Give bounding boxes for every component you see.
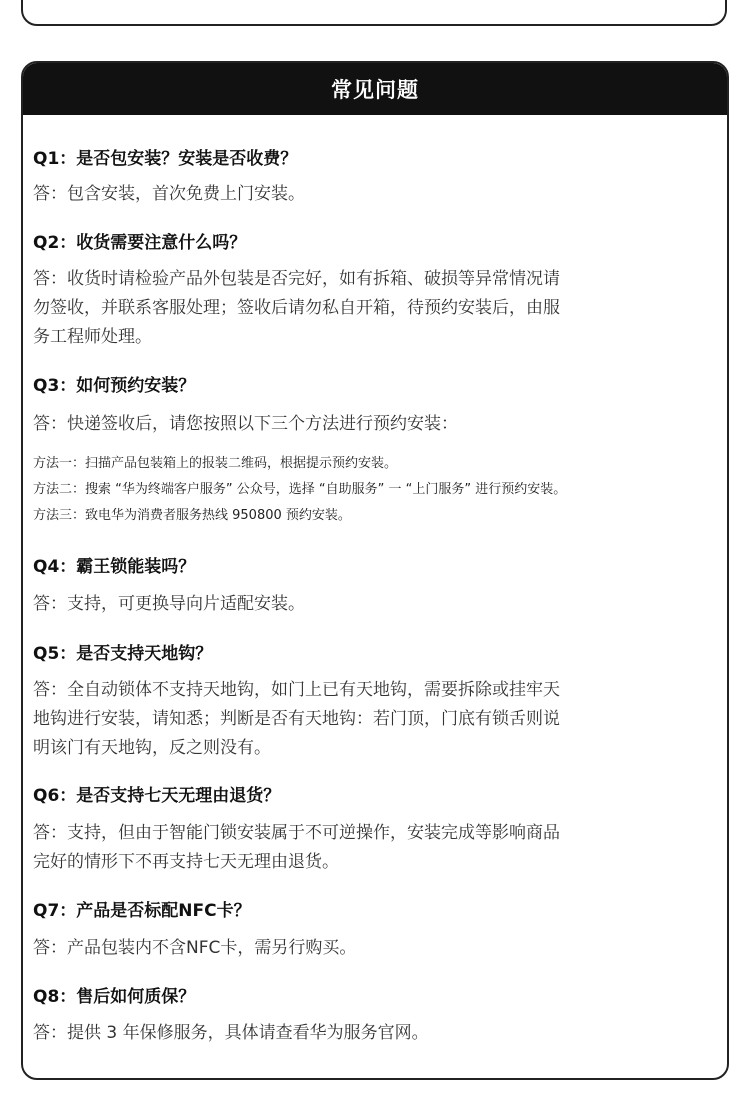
method-2: 方法二：搜索 “华为终端客户服务” 公众号，选择 “自助服务” 一 “上门服务” 进行预约安装。: [33, 482, 567, 497]
faq-item-3: [33, 375, 734, 397]
answer-4: [33, 590, 734, 619]
answer-6-line-2: 完好的情形下不再支持七天无理由退货。: [33, 852, 339, 872]
answer-2-line-3: 务工程师处理。: [33, 327, 152, 347]
faq-item-5: [33, 643, 734, 665]
previous-card-bottom: [21, 0, 727, 26]
question-8: Q8：售后如何质保？: [33, 987, 196, 1007]
answer-6: [33, 819, 734, 877]
faq-item-6: [33, 785, 734, 807]
answer-2: [33, 265, 734, 352]
method-3: 方法三：致电华为消费者服务热线 950800 预约安装。: [33, 508, 351, 523]
answer-2-line-2: 勿签收，并联系客服处理；签收后请勿私自开箱，待预约安装后，由服: [33, 298, 560, 318]
faq-item-7: [33, 900, 734, 922]
question-2: Q2：收货需要注意什么吗？: [33, 233, 247, 253]
faq-title: 常见问题: [331, 78, 419, 102]
faq-header: [23, 63, 727, 115]
answer-5-line-1: 答：全自动锁体不支持天地钩，如门上已有天地钩，需要拆除或挂牢天: [33, 680, 560, 700]
faq-item-8: [33, 986, 734, 1008]
answer-1: [33, 180, 734, 209]
faq-item-4: [33, 556, 734, 578]
answer-3: [33, 410, 734, 439]
question-6: Q6：是否支持七天无理由退货？: [33, 786, 281, 806]
answer-1-line-1: 答：包含安装，首次免费上门安装。: [33, 184, 305, 204]
answer-5-line-2: 地钩进行安装，请知悉；判断是否有天地钩：若门顶，门底有锁舌则说: [33, 709, 560, 729]
answer-2-line-1: 答：收货时请检验产品外包装是否完好，如有拆箱、破损等异常情况请: [33, 269, 560, 289]
answer-5-line-3: 明该门有天地钩，反之则没有。: [33, 738, 271, 758]
answer-3-line-1: 答：快递签收后，请您按照以下三个方法进行预约安装：: [33, 414, 458, 434]
faq-item-2: [33, 232, 734, 254]
question-7: Q7：产品是否标配NFC卡？: [33, 901, 251, 921]
answer-8-line-1: 答：提供 3 年保修服务，具体请查看华为服务官网。: [33, 1023, 429, 1043]
answer-7-line-1: 答：产品包装内不含NFC卡，需另行购买。: [33, 938, 357, 958]
method-1: 方法一：扫描产品包装箱上的报装二维码，根据提示预约安装。: [33, 456, 398, 471]
faq-item-1: [33, 148, 734, 170]
question-1: Q1：是否包安装？安装是否收费？: [33, 149, 298, 169]
methods-list: [33, 455, 750, 525]
question-3: Q3：如何预约安装？: [33, 376, 196, 396]
answer-5: [33, 676, 734, 763]
answer-6-line-1: 答：支持，但由于智能门锁安装属于不可逆操作，安装完成等影响商品: [33, 823, 560, 843]
question-5: Q5：是否支持天地钩？: [33, 644, 213, 664]
answer-8: [33, 1019, 734, 1048]
answer-4-line-1: 答：支持，可更换导向片适配安装。: [33, 594, 305, 614]
answer-7: [33, 934, 734, 963]
question-4: Q4：霸王锁能装吗？: [33, 557, 196, 577]
